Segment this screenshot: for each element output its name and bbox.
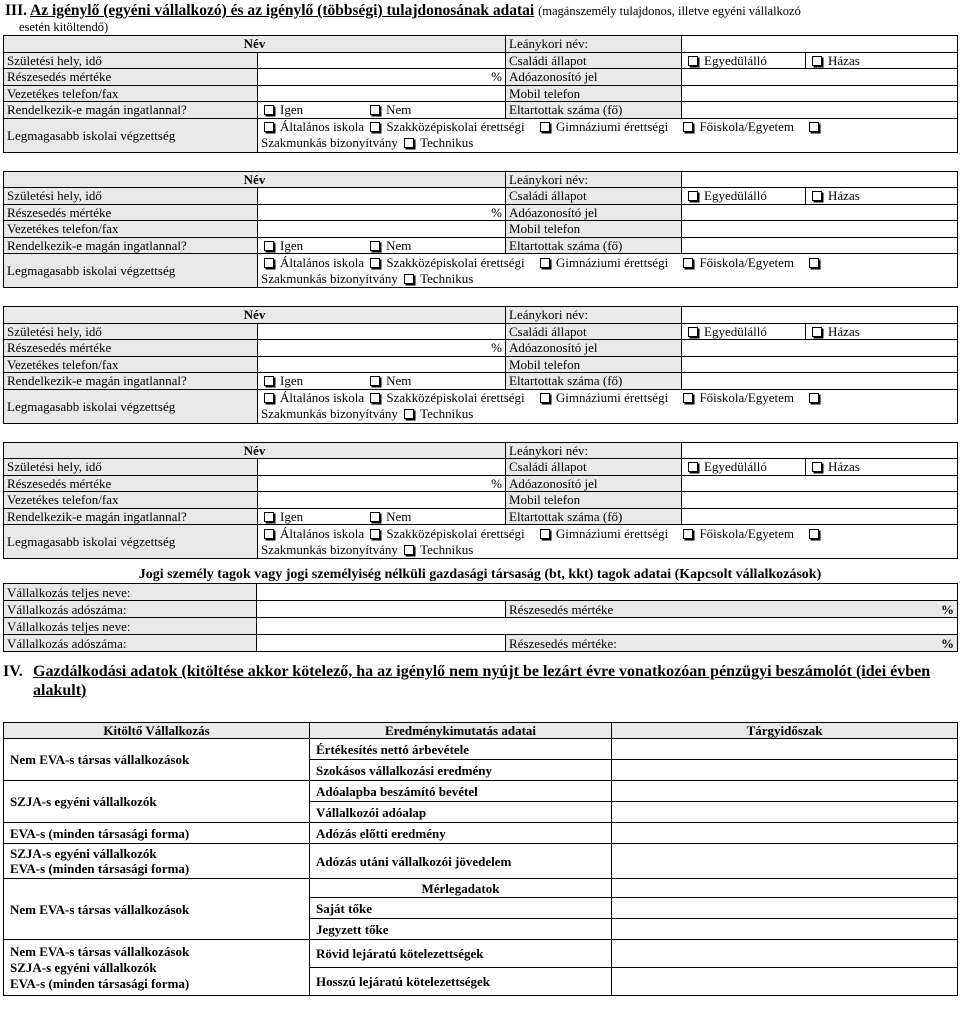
value-field[interactable] (612, 940, 958, 968)
owner-table-2 (3, 171, 958, 289)
row-label: Saját tőke (310, 898, 612, 919)
table-row (4, 601, 958, 618)
checkbox[interactable] (370, 376, 380, 386)
checkbox[interactable] (404, 274, 414, 284)
checkbox[interactable] (540, 393, 550, 403)
block-spacer (3, 424, 957, 442)
egyedulallo-label: Egyedülálló (704, 459, 767, 475)
row-label: Adózás utáni vállalkozói jövedelem (310, 844, 612, 879)
csaladi-label: Családi állapot (506, 52, 682, 69)
altalanos-label: Általános iskola (280, 525, 365, 541)
checkbox[interactable] (370, 258, 380, 268)
checkbox[interactable] (809, 529, 819, 539)
vezetekes-field[interactable] (258, 492, 506, 509)
szakmunkas-label: Szakmunkás bizonyítvány (261, 406, 398, 421)
group-label-line: EVA-s (minden társasági forma) (10, 975, 190, 991)
legmagasabb-label: Legmagasabb iskolai végzettség (4, 389, 258, 423)
section-4-number: IV. (3, 663, 23, 680)
section-3-subtitle-cont: esetén kitöltendő) (19, 20, 109, 34)
checkbox[interactable] (688, 327, 698, 337)
technikus-label: Technikus (420, 270, 474, 286)
egyedulallo-option[interactable] (682, 459, 806, 476)
table-row (4, 171, 958, 188)
percent-sign: % (941, 635, 954, 651)
checkbox[interactable] (370, 105, 380, 115)
hazas-label: Házas (828, 188, 860, 204)
table-row (4, 188, 958, 205)
table-row (4, 618, 958, 635)
gimnazium-label: Gimnáziumi érettségi (555, 390, 669, 405)
checkbox[interactable] (812, 462, 822, 472)
checkbox[interactable] (688, 56, 698, 66)
szakmunkas-label: Szakmunkás bizonyítvány (261, 541, 398, 557)
value-field[interactable] (612, 844, 958, 879)
table-row (4, 102, 958, 119)
adoszama-label: Vállalkozás adószáma: (4, 601, 257, 618)
leanykori-field[interactable] (682, 171, 958, 188)
table-row (4, 204, 958, 221)
value-field[interactable] (612, 802, 958, 823)
owner-table-3 (3, 306, 958, 424)
nem-label: Nem (386, 373, 412, 389)
checkbox[interactable] (370, 512, 380, 522)
value-field[interactable] (612, 760, 958, 781)
szuletesi-label: Születési hely, idő (4, 459, 258, 476)
leanykori-label: Leánykori név: (506, 307, 682, 324)
table-header-row (4, 723, 958, 739)
table-row (4, 221, 958, 238)
ingatlan-options[interactable] (258, 237, 506, 254)
adoazonosito-label: Adóazonosító jel (506, 340, 682, 357)
foiskola-label: Főiskola/Egyetem (699, 390, 795, 405)
row-label: Adóalapba beszámító bevétel (310, 781, 612, 802)
reszesedes-cell-1[interactable] (506, 601, 958, 618)
szuletesi-field[interactable] (258, 188, 506, 205)
leanykori-label: Leánykori név: (506, 171, 682, 188)
vegzettseg-options[interactable] (258, 118, 958, 152)
group-label-line: SZJA-s egyéni vállalkozók (10, 846, 157, 861)
egyedulallo-option[interactable] (682, 323, 806, 340)
checkbox[interactable] (688, 191, 698, 201)
rendelkezik-label: Rendelkezik-e magán ingatlannal? (4, 237, 258, 254)
mobil-label: Mobil telefon (506, 85, 682, 102)
reszesedes-label: Részesedés mértéke (4, 204, 258, 221)
checkbox[interactable] (264, 241, 274, 251)
group-label: Nem EVA-s társas vállalkozások (4, 739, 310, 781)
table-row (4, 635, 958, 652)
szuletesi-field[interactable] (258, 323, 506, 340)
table-row (4, 940, 958, 968)
value-field[interactable] (612, 919, 958, 940)
egyedulallo-label: Egyedülálló (704, 52, 767, 68)
checkbox[interactable] (812, 327, 822, 337)
eltartottak-label: Eltartottak száma (fő) (506, 237, 682, 254)
egyedulallo-option[interactable] (682, 52, 806, 69)
checkbox[interactable] (370, 241, 380, 251)
row-label: Hosszú lejáratú kötelezettségek (310, 968, 612, 996)
teljes-nev-label: Vállalkozás teljes neve: (4, 584, 257, 601)
vezetekes-field[interactable] (258, 356, 506, 373)
table-row (4, 459, 958, 476)
financial-table (3, 722, 958, 996)
table-row (4, 118, 958, 152)
percent-sign: % (491, 475, 503, 491)
szakkozep-label: Szakközépiskolai érettségi (386, 525, 525, 541)
hazas-label: Házas (828, 52, 860, 68)
adoazonosito-field[interactable] (682, 69, 958, 86)
leanykori-label: Leánykori név: (506, 36, 682, 53)
table-row (4, 584, 958, 601)
altalanos-label: Általános iskola (280, 119, 365, 134)
col-header-targyidoszak: Tárgyidőszak (612, 723, 958, 739)
group-label (4, 844, 310, 879)
eltartottak-field[interactable] (682, 508, 958, 525)
igen-label: Igen (280, 237, 304, 253)
szakkozep-label: Szakközépiskolai érettségi (386, 254, 525, 270)
gimnazium-label: Gimnáziumi érettségi (555, 119, 669, 134)
egyedulallo-option[interactable] (682, 188, 806, 205)
szakmunkas-label: Szakmunkás bizonyítvány (261, 270, 398, 286)
mobil-field[interactable] (682, 492, 958, 509)
value-field[interactable] (612, 968, 958, 996)
checkbox[interactable] (809, 122, 819, 132)
jogi-table (3, 583, 958, 652)
checkbox[interactable] (264, 105, 274, 115)
foiskola-label: Főiskola/Egyetem (699, 254, 795, 270)
vezetekes-field[interactable] (258, 221, 506, 238)
leanykori-field[interactable] (682, 307, 958, 324)
csaladi-label: Családi állapot (506, 323, 682, 340)
table-row (4, 237, 958, 254)
csaladi-label: Családi állapot (506, 459, 682, 476)
checkbox[interactable] (264, 393, 274, 403)
adoszama-field-2[interactable] (257, 635, 506, 652)
leanykori-label: Leánykori név: (506, 442, 682, 459)
teljes-nev-field-1[interactable] (257, 584, 958, 601)
vezetekes-label: Vezetékes telefon/fax (4, 221, 258, 238)
table-row (4, 508, 958, 525)
adoazonosito-label: Adóazonosító jel (506, 204, 682, 221)
table-row (4, 442, 958, 459)
checkbox[interactable] (540, 258, 550, 268)
gimnazium-label: Gimnáziumi érettségi (555, 254, 669, 270)
checkbox[interactable] (264, 376, 274, 386)
rendelkezik-label: Rendelkezik-e magán ingatlannal? (4, 102, 258, 119)
mobil-label: Mobil telefon (506, 221, 682, 238)
mobil-field[interactable] (682, 221, 958, 238)
foiskola-label: Főiskola/Egyetem (699, 525, 795, 541)
group-label: EVA-s (minden társasági forma) (4, 823, 310, 844)
group-label: SZJA-s egyéni vállalkozók (4, 781, 310, 823)
section-3-subtitle: (magánszemély tulajdonos, illetve egyéni vállalkozó (538, 4, 801, 18)
checkbox[interactable] (683, 122, 693, 132)
section-3-title (5, 2, 957, 20)
igen-label: Igen (280, 373, 304, 389)
mobil-label: Mobil telefon (506, 492, 682, 509)
checkbox[interactable] (809, 393, 819, 403)
checkbox[interactable] (264, 122, 274, 132)
altalanos-label: Általános iskola (280, 254, 365, 270)
table-row (4, 254, 958, 288)
checkbox[interactable] (809, 258, 819, 268)
gimnazium-label: Gimnáziumi érettségi (555, 525, 669, 541)
reszesedes-label: Részesedés mértéke (4, 340, 258, 357)
row-label: Értékesítés nettó árbevétele (310, 739, 612, 760)
group-label (4, 940, 310, 996)
ingatlan-options[interactable] (258, 508, 506, 525)
egyedulallo-label: Egyedülálló (704, 188, 767, 204)
section-4-text: Gazdálkodási adatok (kitöltése akkor kötelező, ha az igénylő nem nyújt be lezárt évre vonatkozóan pénzügyi beszámolót (idei évben alakult) (33, 663, 931, 699)
hazas-option[interactable] (806, 459, 958, 476)
szakmunkas-label: Szakmunkás bizonyítvány (261, 135, 398, 150)
checkbox[interactable] (404, 545, 414, 555)
group-label-line: EVA-s (minden társasági forma) (10, 861, 190, 876)
section-4-title (3, 662, 957, 700)
checkbox[interactable] (404, 138, 414, 148)
table-row (4, 36, 958, 53)
table-row (4, 356, 958, 373)
table-row (4, 307, 958, 324)
value-field (612, 879, 958, 898)
szuletesi-label: Születési hely, idő (4, 52, 258, 69)
table-row (4, 823, 958, 844)
nem-label: Nem (386, 508, 412, 524)
nev-label: Név (4, 307, 506, 324)
checkbox[interactable] (812, 56, 822, 66)
reszesedes-label: Részesedés mértéke (4, 475, 258, 492)
vegzettseg-options[interactable] (258, 254, 958, 288)
hazas-option[interactable] (806, 188, 958, 205)
adoazonosito-label: Adóazonosító jel (506, 475, 682, 492)
checkbox[interactable] (688, 462, 698, 472)
row-label: Rövid lejáratú kötelezettségek (310, 940, 612, 968)
checkbox[interactable] (264, 512, 274, 522)
hazas-label: Házas (828, 323, 860, 339)
adoszama-field-1[interactable] (257, 601, 506, 618)
szuletesi-field[interactable] (258, 459, 506, 476)
eltartottak-label: Eltartottak száma (fő) (506, 102, 682, 119)
reszesedes-field[interactable] (258, 69, 506, 86)
reszesedes-field[interactable] (258, 204, 506, 221)
row-label: Szokásos vállalkozási eredmény (310, 760, 612, 781)
vegzettseg-options[interactable] (258, 389, 958, 423)
group-label-line: SZJA-s egyéni vállalkozók (10, 959, 157, 975)
legmagasabb-label: Legmagasabb iskolai végzettség (4, 254, 258, 288)
checkbox[interactable] (370, 529, 380, 539)
szakkozep-label: Szakközépiskolai érettségi (386, 119, 525, 134)
foiskola-label: Főiskola/Egyetem (699, 119, 795, 134)
row-label: Jegyzett tőke (310, 919, 612, 940)
checkbox[interactable] (683, 393, 693, 403)
checkbox[interactable] (264, 529, 274, 539)
mobil-field[interactable] (682, 85, 958, 102)
adoazonosito-field[interactable] (682, 340, 958, 357)
adoazonosito-label: Adóazonosító jel (506, 69, 682, 86)
szuletesi-field[interactable] (258, 52, 506, 69)
technikus-label: Technikus (420, 135, 474, 150)
ingatlan-options[interactable] (258, 373, 506, 390)
checkbox[interactable] (264, 258, 274, 268)
technikus-label: Technikus (420, 406, 474, 421)
owner-table-4 (3, 442, 958, 560)
value-field[interactable] (612, 823, 958, 844)
owner-blocks (3, 35, 957, 559)
percent-sign: % (491, 340, 503, 356)
eltartottak-label: Eltartottak száma (fő) (506, 373, 682, 390)
vezetekes-label: Vezetékes telefon/fax (4, 85, 258, 102)
rendelkezik-label: Rendelkezik-e magán ingatlannal? (4, 508, 258, 525)
table-row (4, 844, 958, 879)
row-label: Vállalkozói adóalap (310, 802, 612, 823)
teljes-nev-label: Vállalkozás teljes neve: (4, 618, 257, 635)
percent-sign: % (941, 601, 954, 617)
table-row (4, 739, 958, 760)
eltartottak-field[interactable] (682, 237, 958, 254)
checkbox[interactable] (370, 393, 380, 403)
table-row (4, 52, 958, 69)
percent-sign: % (491, 204, 503, 220)
value-field[interactable] (612, 781, 958, 802)
egyedulallo-label: Egyedülálló (704, 323, 767, 339)
table-row (4, 340, 958, 357)
reszesedes-field[interactable] (258, 475, 506, 492)
table-row (4, 373, 958, 390)
owner-table-1 (3, 35, 958, 153)
technikus-label: Technikus (420, 541, 474, 557)
table-row (4, 389, 958, 423)
table-row (4, 323, 958, 340)
teljes-nev-field-2[interactable] (257, 618, 958, 635)
col-header-kitolto: Kitöltő Vállalkozás (4, 723, 310, 739)
adoszama-label: Vállalkozás adószáma: (4, 635, 257, 652)
vezetekes-label: Vezetékes telefon/fax (4, 492, 258, 509)
szuletesi-label: Születési hely, idő (4, 188, 258, 205)
altalanos-label: Általános iskola (280, 390, 365, 405)
mobil-field[interactable] (682, 356, 958, 373)
table-row (4, 781, 958, 802)
reszesedes-label: Részesedés mértéke (509, 601, 614, 617)
igen-label: Igen (280, 102, 304, 118)
table-row (4, 85, 958, 102)
group-label: Nem EVA-s társas vállalkozások (4, 879, 310, 940)
hazas-label: Házas (828, 459, 860, 475)
group-label-line: Nem EVA-s társas vállalkozások (10, 943, 190, 959)
legmagasabb-label: Legmagasabb iskolai végzettség (4, 118, 258, 152)
nem-label: Nem (386, 237, 412, 253)
percent-sign: % (491, 69, 503, 85)
section-3-main-title: Az igénylő (egyéni vállalkozó) és az igénylő (többségi) tulajdonosának adatai (30, 2, 535, 19)
csaladi-label: Családi állapot (506, 188, 682, 205)
checkbox[interactable] (683, 258, 693, 268)
block-spacer (3, 288, 957, 306)
nev-label: Név (4, 171, 506, 188)
szakkozep-label: Szakközépiskolai érettségi (386, 390, 525, 405)
table-row (4, 525, 958, 559)
block-spacer (3, 153, 957, 171)
checkbox[interactable] (540, 529, 550, 539)
nev-label: Név (4, 36, 506, 53)
eltartottak-label: Eltartottak száma (fő) (506, 508, 682, 525)
checkbox[interactable] (540, 122, 550, 132)
row-label: Adózás előtti eredmény (310, 823, 612, 844)
szuletesi-label: Születési hely, idő (4, 323, 258, 340)
section-3-number: III. (5, 2, 27, 19)
eltartottak-field[interactable] (682, 102, 958, 119)
leanykori-field[interactable] (682, 442, 958, 459)
value-field[interactable] (612, 898, 958, 919)
nem-label: Nem (386, 102, 412, 118)
table-row (4, 69, 958, 86)
vegzettseg-options[interactable] (258, 525, 958, 559)
table-row (4, 475, 958, 492)
reszesedes-label: Részesedés mértéke (4, 69, 258, 86)
ingatlan-options[interactable] (258, 102, 506, 119)
checkbox[interactable] (683, 529, 693, 539)
checkbox[interactable] (370, 122, 380, 132)
adoazonosito-field[interactable] (682, 475, 958, 492)
reszesedes-field[interactable] (258, 340, 506, 357)
reszesedes-label: Részesedés mértéke: (509, 635, 617, 651)
jogi-title: Jogi személy tagok vagy jogi személyiség nélküli gazdasági társaság (bt, kkt) tagok adatai (Kapcsolt vállalkozások) (138, 567, 822, 582)
legmagasabb-label: Legmagasabb iskolai végzettség (4, 525, 258, 559)
igen-label: Igen (280, 508, 304, 524)
leanykori-field[interactable] (682, 36, 958, 53)
mobil-label: Mobil telefon (506, 356, 682, 373)
checkbox[interactable] (812, 191, 822, 201)
value-field[interactable] (612, 739, 958, 760)
nev-label: Név (4, 442, 506, 459)
table-row (4, 492, 958, 509)
checkbox[interactable] (404, 409, 414, 419)
hazas-option[interactable] (806, 323, 958, 340)
reszesedes-cell-2[interactable] (506, 635, 958, 652)
table-row (4, 879, 958, 898)
merleg-header: Mérlegadatok (310, 879, 612, 898)
hazas-option[interactable] (806, 52, 958, 69)
vezetekes-field[interactable] (258, 85, 506, 102)
rendelkezik-label: Rendelkezik-e magán ingatlannal? (4, 373, 258, 390)
eltartottak-field[interactable] (682, 373, 958, 390)
vezetekes-label: Vezetékes telefon/fax (4, 356, 258, 373)
col-header-eredmeny: Eredménykimutatás adatai (310, 723, 612, 739)
adoazonosito-field[interactable] (682, 204, 958, 221)
